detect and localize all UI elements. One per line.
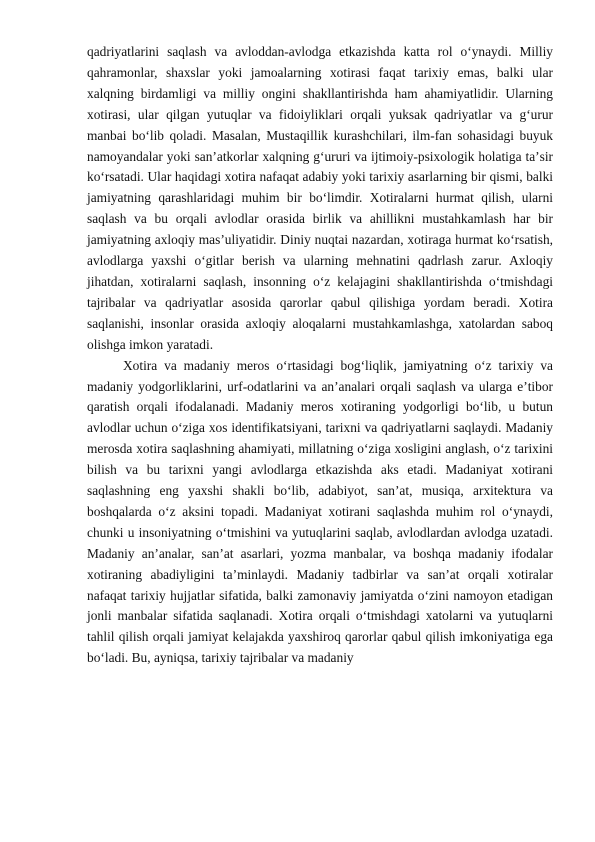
paragraph-continued: qadriyatlarini saqlash va avloddan-avlodga etkazishda katta rol oʻynaydi. Milliy qahramonlar, shaxslar yoki jamoalarning xotirasi faqat tarixiy emas, balki ular xalqning birdamligi va milliy ongini shakllantirishda ham ahamiyatlidir. Ularning xotirasi, ular qilgan yutuqlar va fidoiyliklari orqali yuksak qadriyatlar va gʻurur manbai boʻlib qoladi. Masalan, Mustaqillik kurashchilari, ilm-fan sohasidagi buyuk namoyandalar yoki sanʼatkorlar xalqning gʻururi va ijtimoiy-psixologik holatiga taʼsir koʻrsatadi. Ular haqidagi xotira nafaqat adabiy yoki tarixiy asarlarning bir qismi, balki jamiyatning qarashlaridagi muhim bir boʻlimdir. Xotiralarni hurmat qilish, ularni saqlash va bu orqali avlodlar orasida birlik va ahillikni mustahkamlash har bir jamiyatning axloqiy masʼuliyatidir. Diniy nuqtai nazardan, xotiraga hurmat koʻrsatish, avlodlarga yaxshi oʻgitlar berish va ularning mehnatini qadrlash zarur. Axloqiy jihatdan, xotiralarni saqlash, insonning oʻz kelajagini shakllantirishda oʻtmishdagi tajribalar va qadriyatlar asosida qarorlar qabul qilishiga yordam beradi. Xotira saqlanishi, insonlar orasida axloqiy aloqalarni mustahkamlashga, xatolardan saboq olishga imkon yaratadi. [87, 44, 553, 352]
document-body [87, 42, 553, 669]
paragraph-memory-heritage: Xotira va madaniy meros oʻrtasidagi bogʻliqlik, jamiyatning oʻz tarixiy va madaniy yodgorliklarini, urf-odatlarini va anʼanalari orqali saqlash va ularga eʼtibor qaratish orqali ifodalanadi. Madaniy meros xotiraning yodgorligi boʻlib, u butun avlodlar uchun oʻziga xos identifikatsiyani, tarixni va qadriyatlarni saqlaydi. Madaniy merosda xotira saqlashning ahamiyati, millatning oʻziga xosligini anglash, oʻz tarixini bilish va bu tarixni yangi avlodlarga etkazishda aks etadi. Madaniyat xotirani saqlashning eng yaxshi shakli boʻlib, adabiyot, sanʼat, musiqa, arxitektura va boshqalarda oʻz aksini topadi. Madaniyat xotirani saqlashda muhim rol oʻynaydi, chunki u insoniyatning oʻtmishini va yutuqlarini saqlab, avlodlardan avlodga uzatadi. Madaniy anʼanalar, sanʼat asarlari, yozma manbalar, va boshqa madaniy ifodalar xotiraning abadiyligini taʼminlaydi. Madaniy tadbirlar va sanʼat orqali xotiralar nafaqat tarixiy hujjatlar sifatida, balki zamonaviy jamiyatda oʻzini namoyon etadigan jonli manbalar sifatida saqlanadi. Xotira orqali oʻtmishdagi xatolarni va yutuqlarni tahlil qilish orqali jamiyat kelajakda yaxshiroq qarorlar qabul qilish imkoniyatiga ega boʻladi. Bu, ayniqsa, tarixiy tajribalar va madaniy [87, 357, 553, 666]
